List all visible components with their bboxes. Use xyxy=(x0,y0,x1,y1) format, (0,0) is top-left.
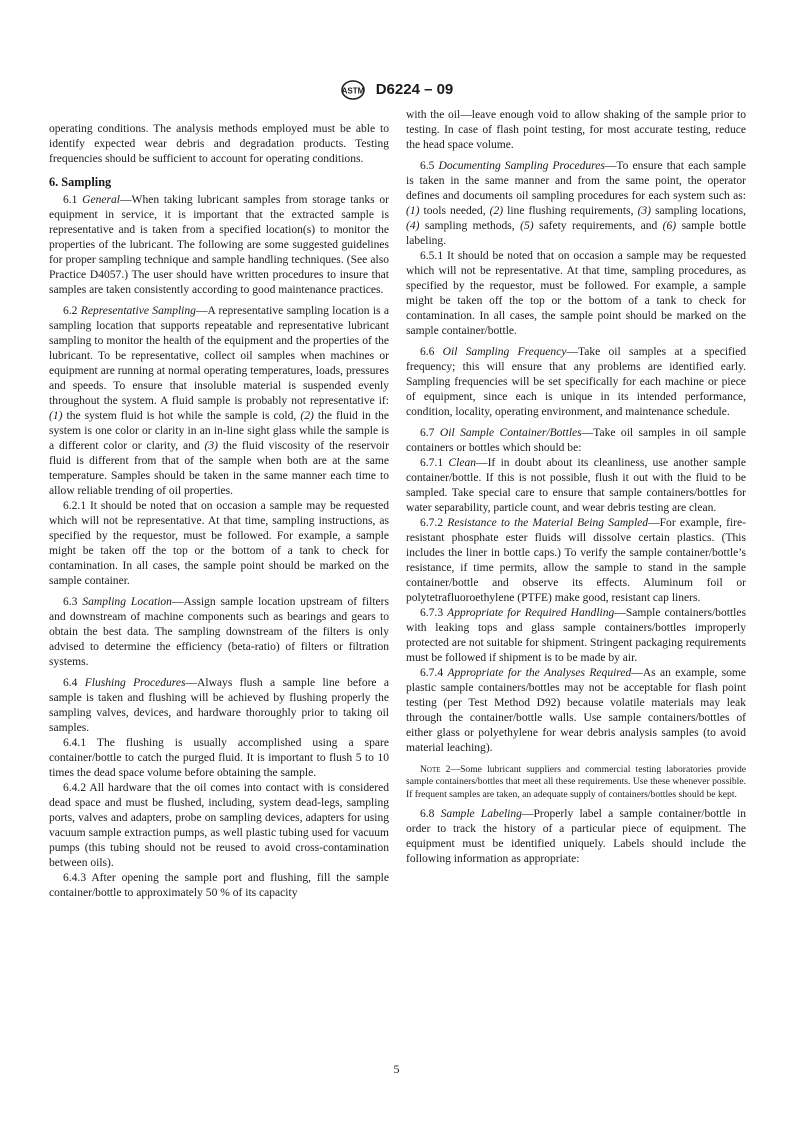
italic-text: (6) xyxy=(662,220,677,232)
right-column xyxy=(406,108,746,867)
left-column xyxy=(49,122,389,901)
italic-text: Documenting Sampling Procedures xyxy=(438,160,605,172)
section-heading xyxy=(49,175,389,190)
italic-text: Oil Sampling Frequency xyxy=(442,346,567,358)
italic-text: Appropriate for the Analyses Required xyxy=(447,667,632,679)
text-run: 6.4.1 The flushing is usually accomplished using a spare container/bottle to catch the purged fluid. It is important to flush 5 to 10 times the dead space volume before obtaining the sample. xyxy=(49,737,389,779)
paragraph xyxy=(406,108,746,153)
text-run: sample bottle labeling. xyxy=(406,220,746,247)
text-run: the fluid in the system is one color or clarity in an in-line sight glass while the sample is a different color or clarity, and xyxy=(49,410,389,452)
text-run: 6.2.1 It should be noted that on occasion a sample may be requested which will not be representative. At that time, sampling instructions, as specified by the requestor, must be followed. For example, a sample might be taken off the top or the bottom of a tank to check for contamination. In all cases, the sample point should be marked on the sample container. xyxy=(49,500,389,587)
text-run: 6.4.3 After opening the sample port and flushing, fill the sample container/bottle to approximately 50 % of its capacity xyxy=(49,872,389,899)
text-run: —Sample containers/bottles with leaking tops and glass sample containers/bottles improperly protected are not suitable for shipment. Stringent packaging requirements must be followed if shipment is to be made by air. xyxy=(406,607,746,664)
paragraph xyxy=(406,456,746,516)
paragraph xyxy=(49,122,389,167)
text-run: 6.1 xyxy=(63,194,83,206)
paragraph xyxy=(406,807,746,867)
paragraph xyxy=(49,193,389,298)
text-run: Note 2 xyxy=(420,764,451,775)
italic-text: (5) xyxy=(520,220,534,232)
text-run: the system fluid is hot while the sample is cold, xyxy=(62,410,301,422)
text-run: —For example, fire-resistant phosphate ester fluids will dissolve certain plastics. (This includes the liner in bottle caps.) To verify the sample container/bottle’s resistance, if time permits, allow the sample to stand in the sample container/bottle and observe its effects. Aluminum foil or polytetrafluoroethylene (PTFE) make good, resistant cap liners. xyxy=(406,517,746,604)
text-run: 6.2 xyxy=(63,305,81,317)
page-number: 5 xyxy=(393,1062,400,1076)
italic-text: Sampling Location xyxy=(82,596,172,608)
paragraph xyxy=(49,676,389,736)
text-run: 6.4 xyxy=(63,677,85,689)
paragraph xyxy=(406,426,746,456)
italic-text: (3) xyxy=(204,440,219,452)
text-run: —As an example, some plastic sample containers/bottles may not be acceptable for flash point testing (per Test Method D92) because volatile materials may leak through the container/bottle walls. Use sample containers/bottles of either glass or polyethylene for wear debris analysis samples (to avoid material leaching). xyxy=(406,667,747,754)
italic-text: Resistance to the Material Being Sampled xyxy=(447,517,649,529)
document-designation: D6224 – 09 xyxy=(375,81,454,99)
paragraph xyxy=(49,871,389,901)
text-run: —Always flush a sample line before a sample is taken and flushing will be achieved by flushing properly the sampling valves, devices, and hardware thoroughly prior to taking oil samples. xyxy=(49,677,389,734)
italic-text: Clean xyxy=(448,457,477,469)
paragraph xyxy=(406,516,746,606)
paragraph xyxy=(406,606,746,666)
paragraph xyxy=(406,345,746,420)
italic-text: Oil Sample Container/Bottles xyxy=(439,427,582,439)
paragraph xyxy=(406,666,746,756)
text-run: tools needed, xyxy=(419,205,490,217)
text-run: 6.5.1 It should be noted that on occasion a sample may be requested which will not be representative. At that time, sampling procedures, as specified by the requestor, must be followed. For example, a sample might be taken off the top or the bottom of a tank to check for contamination. In all cases, the sample point should be marked on the sample container/bottle. xyxy=(406,250,746,337)
text-run: —Properly label a sample container/bottle in order to track the history of a particular piece of equipment. The equipment must be identified uniquely. Labels should include the following information as appropriate: xyxy=(406,808,747,866)
text-run: safety requirements, and xyxy=(533,220,663,232)
text-run: 6.7.4 xyxy=(420,667,448,679)
text-run: sampling methods, xyxy=(419,220,521,232)
italic-text: General xyxy=(82,194,120,206)
text-run: —Assign sample location upstream of filters and downstream of machine components such as bearings and gears to obtain the best data. The sampling downstream of the filters is only advised to determine the efficiency (beta-ratio) of filters or filtration systems. xyxy=(49,596,389,668)
note-paragraph xyxy=(406,764,746,801)
text-run: —If in doubt about its cleanliness, use another sample container/bottle. If this is not possible, flush it out with the fluid to be sampled. Take special care to ensure that sample containers/bottles for water separability, particle count, and wear debris testing are clean. xyxy=(406,457,746,514)
paragraph xyxy=(49,304,389,499)
italic-text: (3) xyxy=(637,205,652,217)
paragraph xyxy=(49,595,389,670)
text-run: —Take oil samples at a specified frequency; this will ensure that any problems are identified early. Sampling frequencies will be set specifically for each machine or piece of equipment, since each is unique in its intended performance, condition, locality, operating environment, and maintenance schedule. xyxy=(406,346,746,418)
text-run: 6. Sampling xyxy=(49,175,112,189)
italic-text: Representative Sampling xyxy=(80,305,196,317)
paragraph xyxy=(49,736,389,781)
text-run: 6.4.2 All hardware that the oil comes into contact with is considered dead space and must be flushed, including, system dead-legs, sampling ports, valves and adapters, probe on sampling devices, adapters for using vacuum sample extraction pumps, as well plastic tubing used for vacuum pumps (this tubing should not be reused to avoid cross-contamination between oils). xyxy=(49,782,389,869)
text-run: 6.7.2 xyxy=(420,517,448,529)
paragraph xyxy=(49,499,389,589)
text-run: 6.5 xyxy=(420,160,439,172)
text-run: 6.8 xyxy=(420,808,441,821)
text-run: —Take oil samples in oil sample containers or bottles which should be: xyxy=(406,427,746,454)
text-run: line flushing requirements, xyxy=(503,205,638,217)
svg-text:ASTM: ASTM xyxy=(341,86,365,96)
text-run: 6.3 xyxy=(63,596,83,608)
text-run: 6.6 xyxy=(420,346,443,358)
text-run: 6.7.1 xyxy=(420,457,449,469)
italic-text: Appropriate for Required Handling xyxy=(447,607,615,619)
italic-text: (2) xyxy=(489,205,504,217)
italic-text: Flushing Procedures xyxy=(84,677,186,689)
italic-text: (1) xyxy=(49,410,63,422)
text-run: operating conditions. The analysis methods employed must be able to identify expected wear debris and degradation products. Testing frequencies should be sufficient to account for operating conditions. xyxy=(49,123,389,165)
paragraph xyxy=(49,781,389,871)
astm-logo xyxy=(340,80,366,100)
text-run: —To ensure that each sample is taken in the same manner and from the same point, the operator defines and documents oil sampling procedures for each system such as: xyxy=(406,160,747,202)
text-run: —When taking lubricant samples from storage tanks or equipment in service, it is important that the extracted sample is representative and is taken from a specified location(s) to monitor the properties of the lubricant. The following are some suggested guidelines for proper sampling technique and sample handling techniques. (See also Practice D4057.) The user should have written procedures to insure that samples are taken consistently according to good maintenance practices. xyxy=(49,194,389,296)
text-run: 6.7 xyxy=(420,427,440,439)
paragraph xyxy=(406,249,746,339)
text-run: —Some lubricant suppliers and commercial testing laboratories provide sample containers/bottles that meet all these requirements. Use these whenever possible. If frequent samples are taken, an adequate supply of containers/bottles should be kept. xyxy=(406,764,747,800)
italic-text: (1) xyxy=(406,205,420,217)
page-header xyxy=(0,80,793,100)
italic-text: (4) xyxy=(406,220,420,232)
text-run: the fluid viscosity of the reservoir fluid is different from that of the sample when both are at the same temperature. Samples should be taken in the same manner each time to allow reliable trending of oil properties. xyxy=(49,440,389,497)
text-run: sampling locations, xyxy=(651,205,747,217)
paragraph xyxy=(406,159,746,249)
italic-text: (2) xyxy=(300,410,314,422)
text-run: with the oil—leave enough void to allow shaking of the sample prior to testing. In case of flash point testing, for most accurate testing, reduce the head space volume. xyxy=(406,109,746,151)
text-run: 6.7.3 xyxy=(420,607,448,619)
text-run: —A representative sampling location is a sampling location that supports repeatable and representative lubricant sampling to monitor the health of the equipment and the properties of the lubricant. To be representative, collect oil samples when machines or equipment are running at normal operating temperatures, loads, pressures and speeds. To ensure that insoluble material is suspended evenly throughout the system. A fluid sample is probably not representative if: xyxy=(49,305,389,407)
italic-text: Sample Labeling xyxy=(440,808,522,821)
